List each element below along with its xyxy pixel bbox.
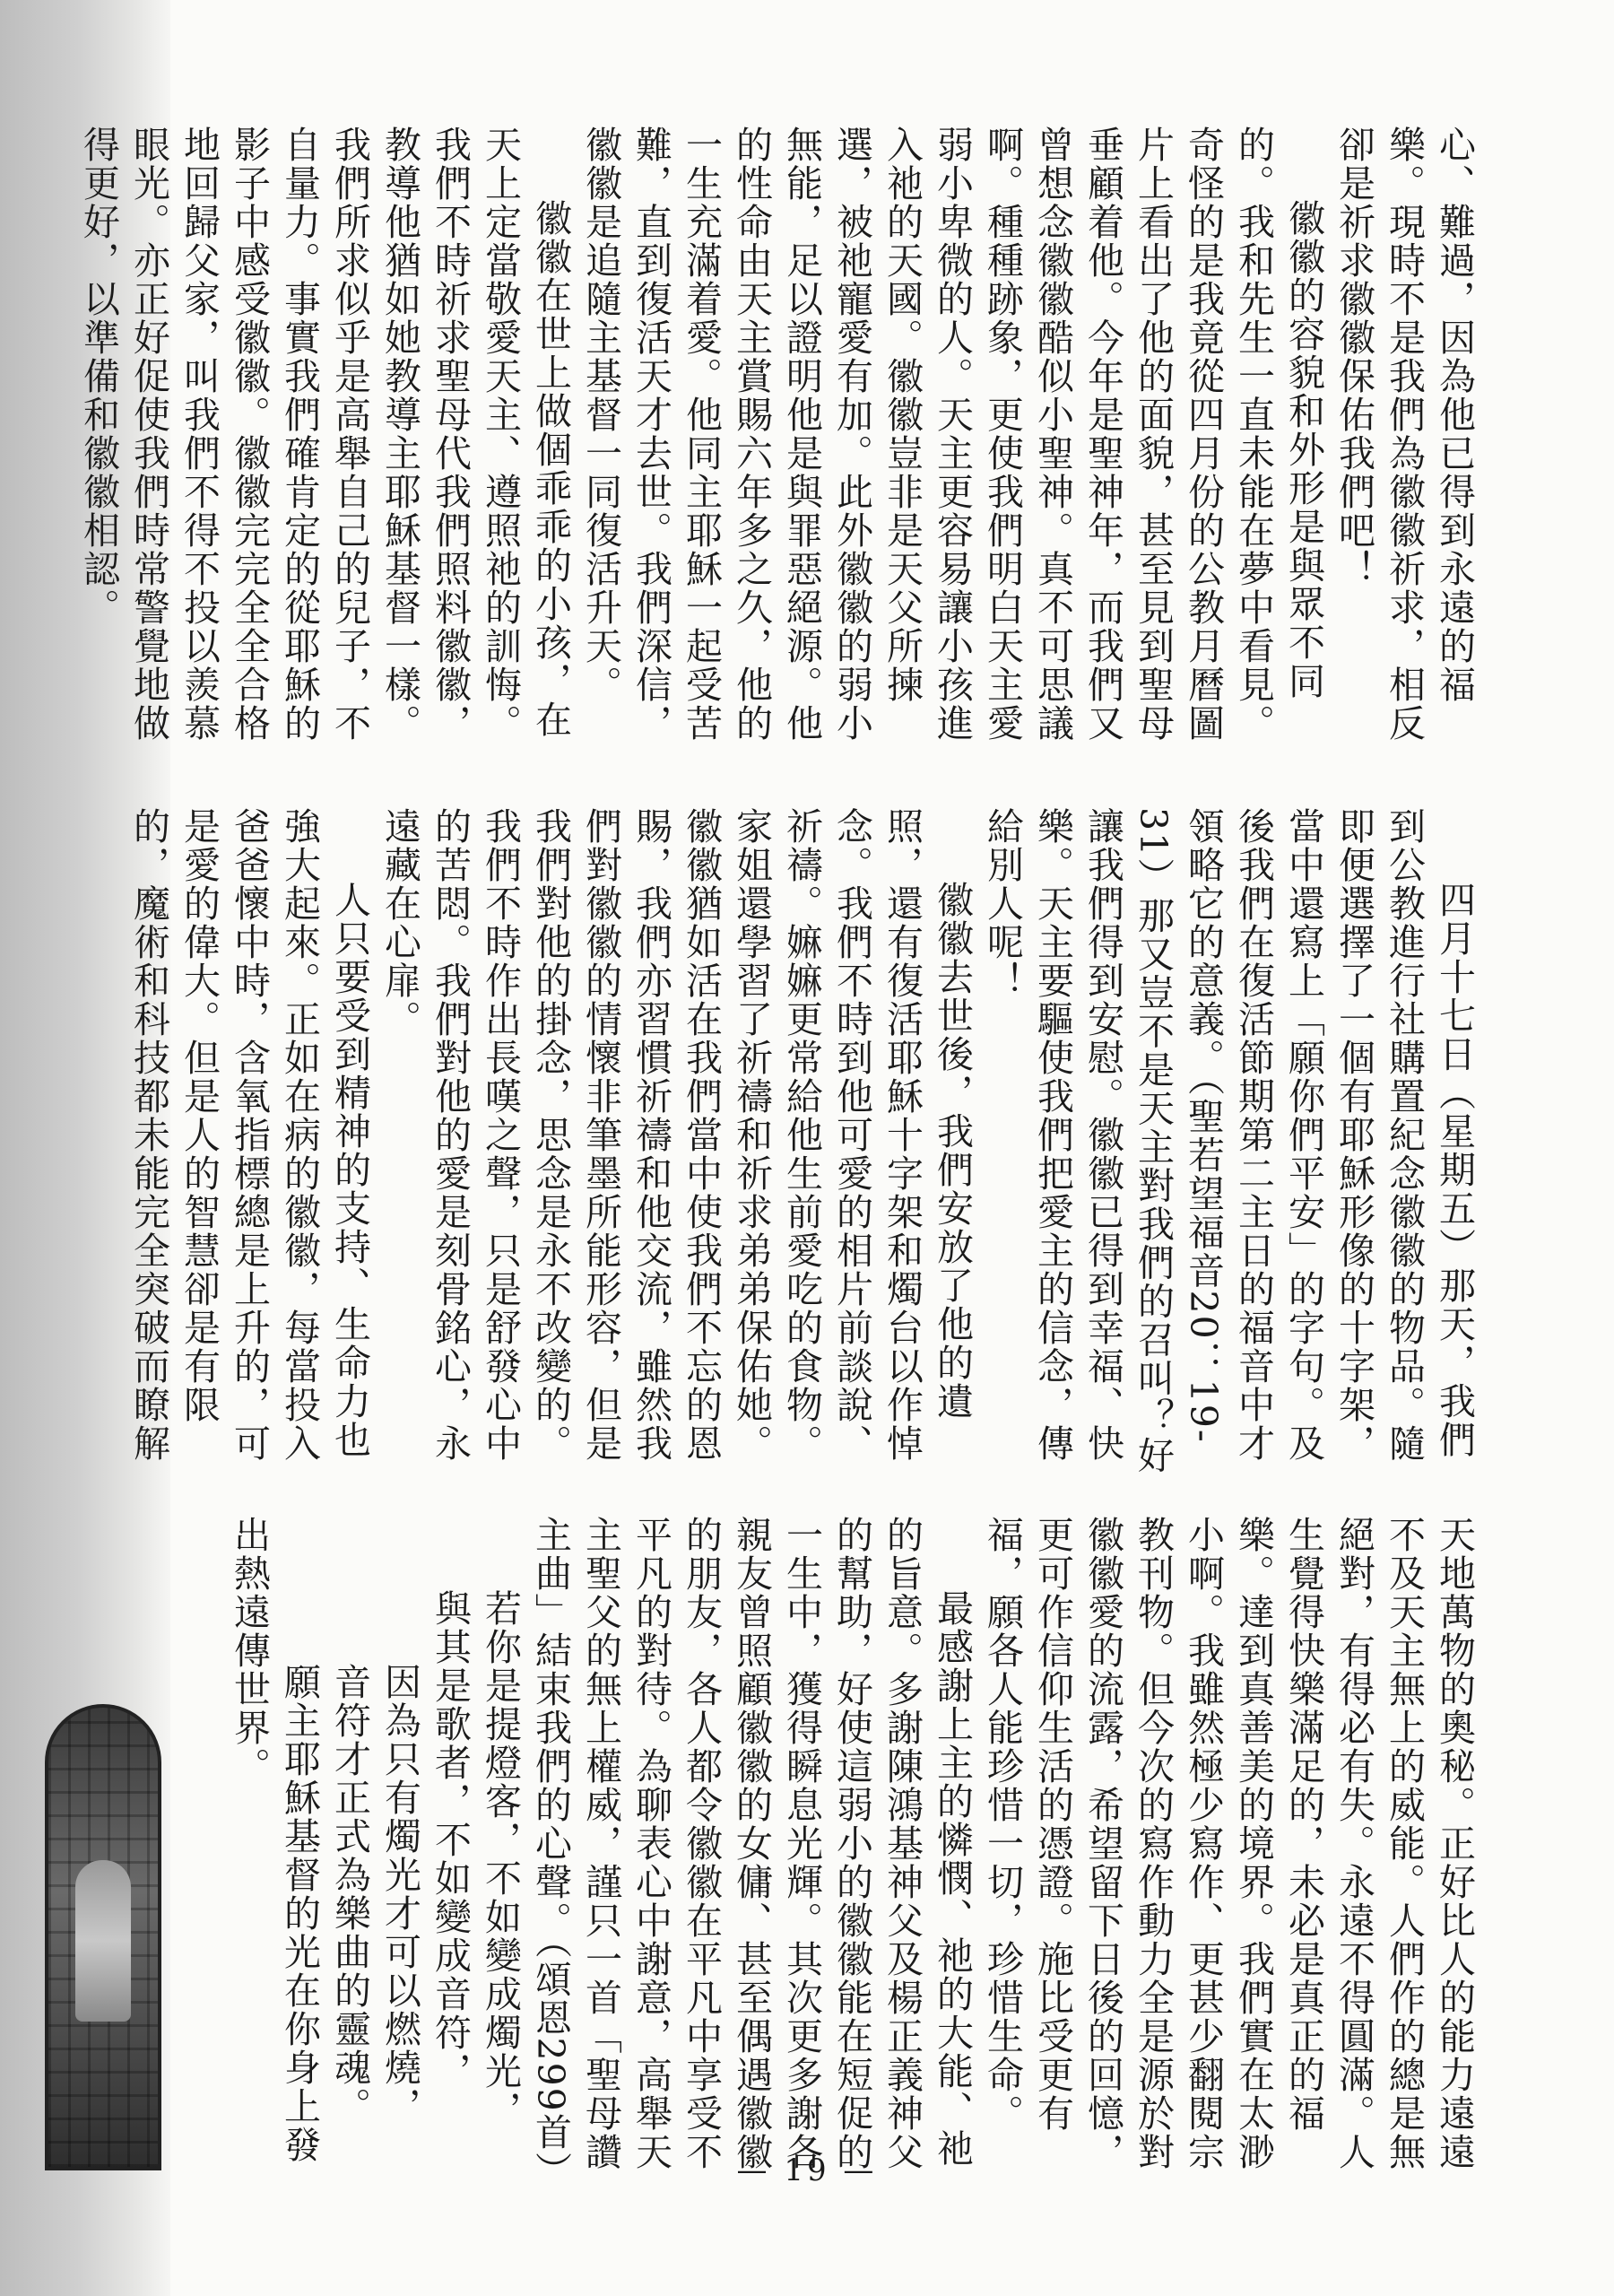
paragraph: 人只要受到精神的支持、生命力也強大起來。正如在病的徽徽，每當投入爸爸懷中時，含氧指標總是上升的，可是愛的偉大。但是人的智慧卻是有限的，魔術和科技都未能完全突破而瞭解 <box>127 807 371 1463</box>
paragraph: 四月十七日（星期五）那天，我們到公教進行社購置紀念徽徽的物品。隨即便選擇了一個有耶穌形像的十字架，當中還寫上「願你們平安」的字句。及後我們在復活節期第二主日的福音中才領略它的意義。（聖若望福音20：19-31）那又豈不是天主對我們的召叫？好讓我們得到安慰。徽徽已得到幸福、快樂。天主要驅使我們把愛主的信念，傳給別人呢！ <box>981 807 1476 1475</box>
paragraph: 最感謝上主的憐憫、祂的大能、祂的旨意。多謝陳鴻基神父及楊正義神父的幫助，好使這弱小的徽徽能在短促的一生中，獲得瞬息光輝。其次更多謝各親友曾照顧徽徽的女傭、甚至偶遇徽徽的朋友，各人都令徽徽在平凡中享受不平凡的對待。為聊表心中謝意，高舉天主聖父的無上權威，謹只一首「聖母讚主曲」結束我們的心聲。（頌恩299首） <box>529 1516 974 2190</box>
stained-glass-window-image <box>45 1704 161 2170</box>
poem-line: 音符才正式為樂曲的靈魂。 <box>328 1663 371 2126</box>
poem-line: 因為只有燭光才可以燃燒， <box>378 1663 421 2126</box>
page-number: — 19 — <box>736 2152 878 2188</box>
poem-line: 與其是歌者，不如變成音符， <box>429 1589 472 2091</box>
lower-text-block <box>161 1516 1480 2197</box>
saint-figure <box>75 1860 131 2022</box>
paragraph: 天地萬物的奧秘。正好比人的能力遠遠不及天主無上的威能。人們作的總是無絕對，有得必有失。永遠不得圓滿。人生覺得快樂滿足的，未必是真正的福樂。達到真善美的境界。我們實在太渺小啊。我雖然極少寫作、更甚少翻閱宗教刊物。但今次的寫作動力全是源於對徽徽愛的流露，希望留下日後的回憶，更可作信仰生活的憑證。施比受更有福，願各人能珍惜一切，珍惜生命。 <box>981 1516 1476 2171</box>
poem-line: 若你是提燈客，不如變成燭光， <box>479 1589 522 2129</box>
paragraph: 心、難過，因為他已得到永遠的福樂。現時不是我們為徽徽祈求，相反卻是祈求徽徽保佑我們吧！ <box>1332 126 1476 743</box>
paragraph: 徽徽的容貌和外形是與眾不同的。我和先生一直未能在夢中看見。奇怪的是我竟從四月份的公教月曆圖片上看出了他的面貌，甚至見到聖母垂顧着他。今年是聖神年，而我們又曾想念徽徽酷似小聖神。真不可思議啊。種種跡象，更使我們明白天主愛弱小卑微的人。天主更容易讓小孩進入祂的天國。徽徽豈非是天父所揀選，被祂寵愛有加。此外徽徽的弱小無能，足以證明他是與罪惡絕源。他的性命由天主賞賜六年多之久，他的一生充滿着愛。他同主耶穌一起受苦難，直到復活天才去世。我們深信，徽徽是追隨主基督一同復活升天。 <box>579 126 1325 743</box>
paragraph: 徽徽去世後，我們安放了他的遺照，還有復活耶穌十字架和燭台以作悼念。我們不時到他可愛的相片前談說、祈禱。嫲嫲更常給他生前愛吃的食物。家姐還學習了祈禱和祈求弟弟保佑她。徽徽猶如活在我們當中使我們不忘的恩賜，我們亦習慣祈禱和他交流，雖然我們對徽徽的情懷非筆墨所能形容，但是我們對他的掛念，思念是永不改變的。我們不時作出長嘆之聲，只是舒發心中的苦悶。我們對他的愛是刻骨銘心，永遠藏在心扉。 <box>378 807 974 1463</box>
middle-text-block <box>127 807 1480 1480</box>
paragraph: 徽徽在世上做個乖乖的小孩，在天上定當敬愛天主、遵照祂的訓悔。我們不時祈求聖母代我們照料徽徽，教導他猶如她教導主耶穌基督一樣。我們所求似乎是高舉自己的兒子，不自量力。事實我們確肯定的從耶穌的影子中感受徽徽。徽徽完完全全合格地回歸父家，叫我們不得不投以羨慕眼光。亦正好促使我們時常警覺地做得更好，以準備和徽徽相認。 <box>77 126 572 743</box>
paragraph: 願主耶穌基督的光在你身上發出熱遠傳世界。 <box>228 1516 321 2164</box>
upper-text-block <box>77 126 1480 771</box>
